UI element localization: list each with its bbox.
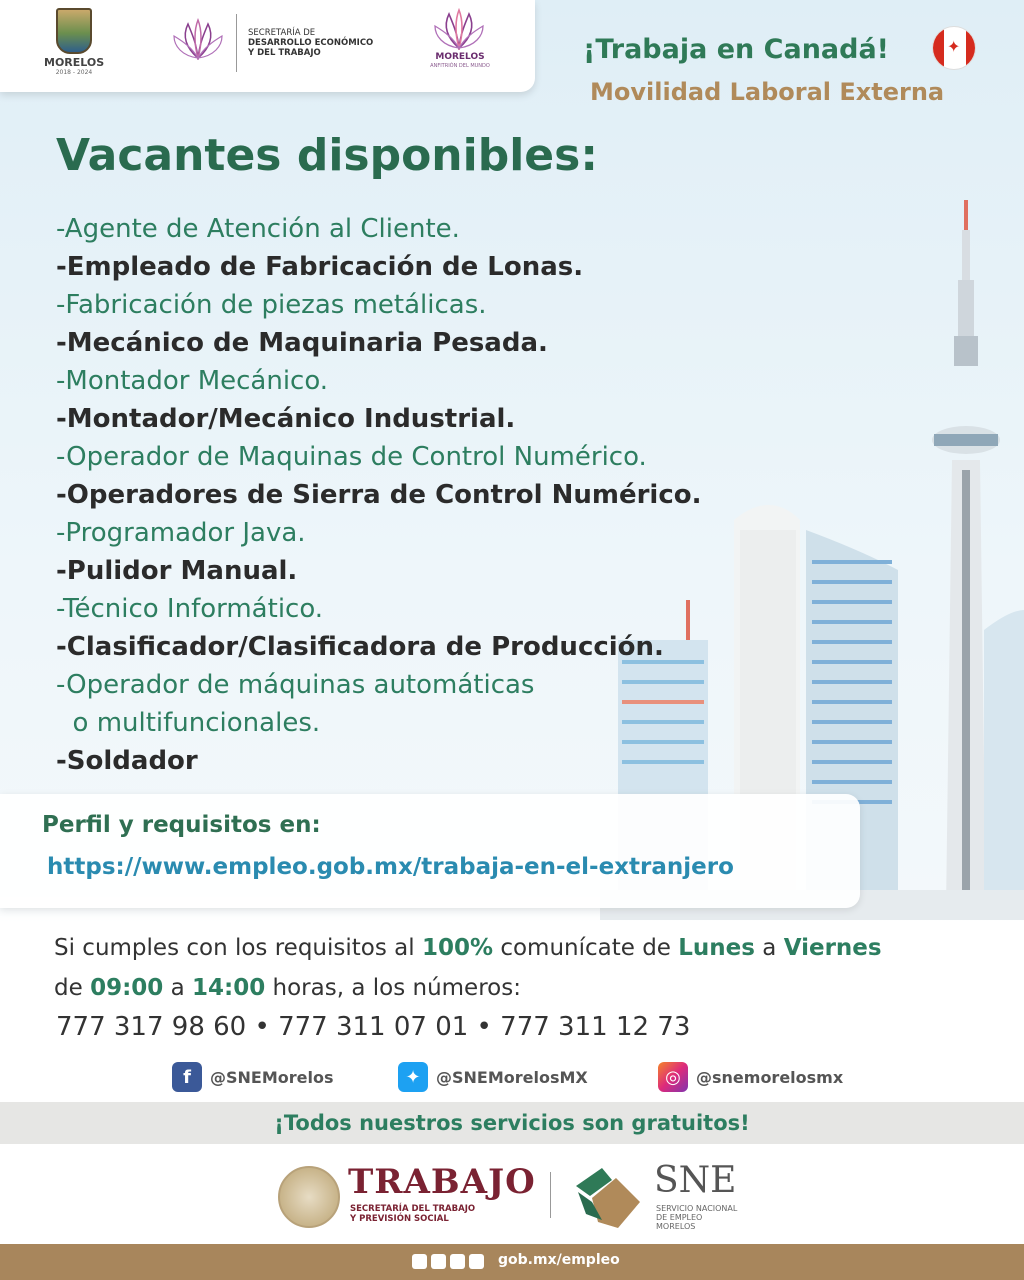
vacancy-item: -Fabricación de piezas metálicas.	[56, 290, 487, 320]
contact-percent: 100%	[421, 935, 494, 961]
trabajo-logo-sub	[350, 1204, 475, 1224]
bottom-social-icons	[412, 1254, 484, 1269]
free-services-banner: ¡Todos nuestros servicios son gratuitos!	[0, 1102, 1024, 1144]
instagram-handle: @snemorelosmx	[696, 1067, 844, 1087]
page-title: ¡Trabaja en Canadá!	[583, 34, 889, 65]
facebook-icon[interactable]	[412, 1254, 427, 1269]
vacancy-item: -Montador/Mecánico Industrial.	[56, 404, 516, 434]
secretaria-line-2: DESARROLLO ECONÓMICO	[248, 38, 374, 48]
canada-flag-icon: ✦	[932, 26, 976, 70]
profile-label: Perfil y requisitos en:	[42, 812, 321, 838]
vacancy-item: -Montador Mecánico.	[56, 366, 329, 396]
vacancy-item: -Operadores de Sierra de Control Numérico.	[56, 480, 702, 510]
shield-icon	[56, 8, 92, 54]
twitter-icon: ✦	[398, 1062, 428, 1092]
contact-day-to: Viernes	[783, 935, 882, 961]
contact-time-from: 09:00	[90, 975, 164, 1001]
profile-card	[0, 794, 860, 908]
vacancy-item: -Soldador	[56, 746, 198, 776]
secretaria-line-1: SECRETARÍA DE	[248, 28, 316, 38]
vacancy-item: -Mecánico de Maquinaria Pesada.	[56, 328, 548, 358]
facebook-icon: f	[172, 1062, 202, 1092]
instagram-icon: ◎	[658, 1062, 688, 1092]
youtube-icon[interactable]	[469, 1254, 484, 1269]
social-facebook[interactable]	[172, 1062, 334, 1092]
twitter-handle: @SNEMorelosMX	[436, 1067, 588, 1087]
sne-sub-line-2: DE EMPLEO	[656, 1213, 703, 1222]
morelos-brand-lotus-icon	[433, 8, 485, 50]
trabajo-logo-text: TRABAJO	[348, 1162, 536, 1202]
contact-text-5: a	[163, 975, 192, 1001]
contact-time-to: 14:00	[192, 975, 266, 1001]
sne-handshake-icon	[572, 1162, 644, 1232]
morelos-logo-years: 2018 - 2024	[55, 69, 93, 76]
vacancy-item: -Empleado de Fabricación de Lonas.	[56, 252, 584, 282]
sne-logo-text: SNE	[654, 1160, 737, 1201]
secretaria-line-3: Y DEL TRABAJO	[248, 48, 321, 58]
secretaria-label	[248, 28, 373, 58]
contact-text-2: comunícate de	[493, 935, 679, 961]
header-logo-card	[0, 0, 535, 92]
morelos-logo-label: MORELOS	[44, 56, 105, 69]
trabajo-sub-line-2: Y PREVISIÓN SOCIAL	[350, 1214, 449, 1224]
lotus-logo-icon	[172, 18, 224, 60]
morelos-brand-label: MORELOS	[435, 52, 485, 62]
morelos-brand-sub: ANFITRIÓN DEL MUNDO	[430, 63, 490, 69]
contact-text-6: horas, a los números:	[265, 975, 521, 1001]
social-twitter[interactable]	[398, 1062, 588, 1092]
vacancy-item: -Programador Java.	[56, 518, 306, 548]
header-divider	[236, 14, 237, 72]
vacancy-item: -Operador de Maquinas de Control Numérico.	[56, 442, 647, 472]
instagram-icon[interactable]	[450, 1254, 465, 1269]
trabajo-sub-line-1: SECRETARÍA DEL TRABAJO	[350, 1204, 476, 1214]
profile-url-link[interactable]: https://www.empleo.gob.mx/trabaja-en-el-extranjero	[47, 854, 734, 880]
page-subtitle: Movilidad Laboral Externa	[590, 78, 945, 106]
vacancy-item: -Técnico Informático.	[56, 594, 324, 624]
contact-text-3: a	[754, 935, 784, 961]
facebook-handle: @SNEMorelos	[210, 1067, 334, 1087]
sne-sub-line-3: MORELOS	[656, 1222, 696, 1231]
vacancy-item: -Pulidor Manual.	[56, 556, 298, 586]
morelos-shield-logo	[44, 8, 104, 76]
sne-logo-sub	[656, 1204, 737, 1231]
contact-info	[54, 928, 1014, 1008]
contact-day-from: Lunes	[678, 935, 755, 961]
footer-url-link[interactable]: gob.mx/empleo	[498, 1252, 620, 1268]
footer-divider	[550, 1172, 551, 1218]
mexico-seal-icon	[278, 1166, 340, 1228]
vacancy-item: -Agente de Atención al Cliente.	[56, 214, 460, 244]
vacancy-item: -Clasificador/Clasificadora de Producción.	[56, 632, 664, 662]
contact-text-4: de	[54, 975, 91, 1001]
contact-text-1: Si cumples con los requisitos al	[54, 935, 422, 961]
sne-sub-line-1: SERVICIO NACIONAL	[656, 1204, 738, 1213]
twitter-icon[interactable]	[431, 1254, 446, 1269]
social-instagram[interactable]	[658, 1062, 843, 1092]
vacancies-list	[56, 210, 816, 780]
vacancy-item: -Operador de máquinas automáticas	[56, 670, 535, 700]
phone-numbers: 777 317 98 60 • 777 311 07 01 • 777 311 12 73	[56, 1012, 691, 1042]
vacancy-item: o multifuncionales.	[56, 708, 321, 738]
vacancies-title: Vacantes disponibles:	[56, 130, 598, 181]
